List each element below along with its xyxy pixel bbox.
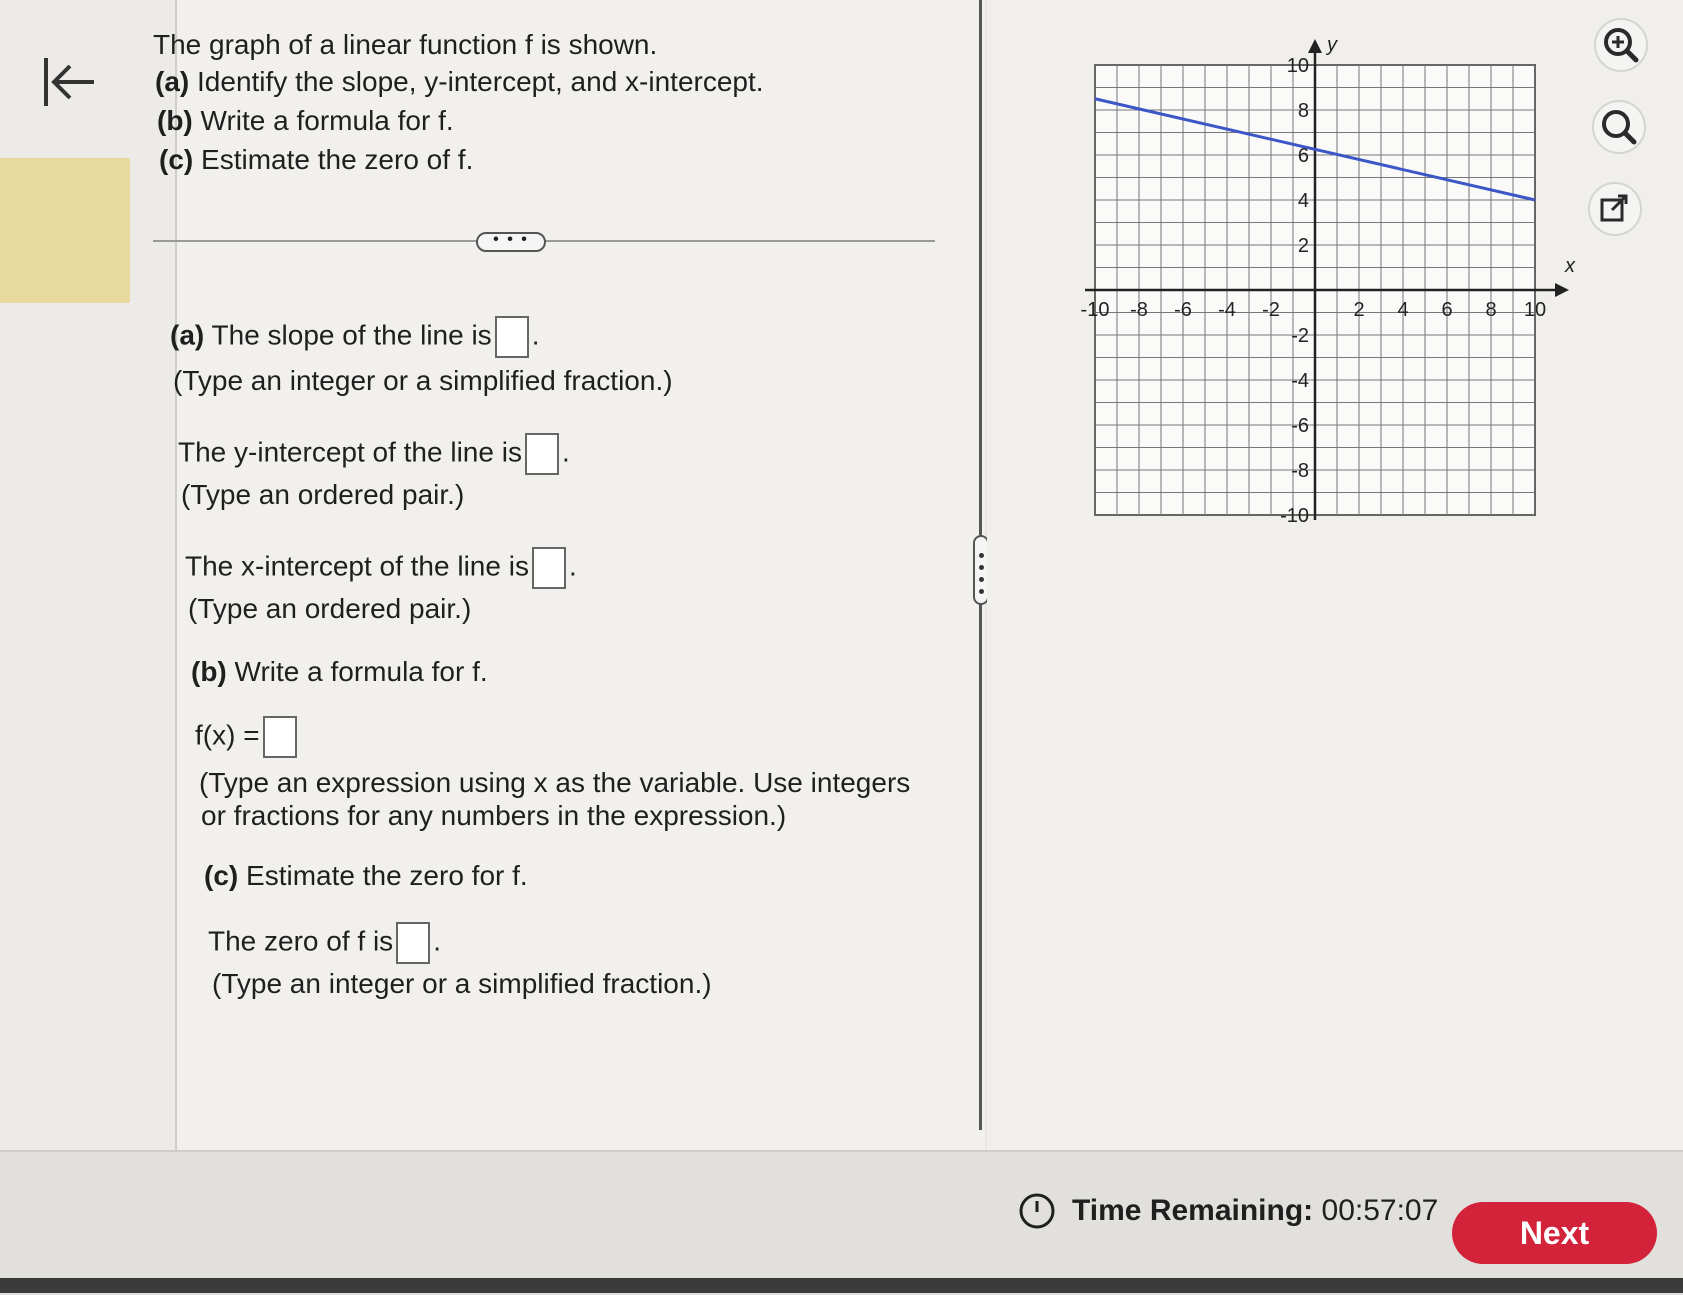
slope-row: (a) The slope of the line is . xyxy=(170,316,539,358)
y-axis-label: y xyxy=(1327,34,1337,56)
x-tick-label: -6 xyxy=(1174,299,1192,321)
popout-button[interactable] xyxy=(1588,182,1642,236)
x-tick-label: 4 xyxy=(1397,299,1409,321)
zero-hint: (Type an integer or a simplified fraction.) xyxy=(212,968,712,999)
x-axis-label: x xyxy=(1565,255,1575,277)
yint-row: The y-intercept of the line is . xyxy=(178,433,570,475)
x-tick-label: -8 xyxy=(1130,299,1148,321)
formula-hint-line1: (Type an expression using x as the variable. Use integers xyxy=(199,767,911,798)
zoom-out-button[interactable] xyxy=(1592,100,1646,154)
y-tick-label: 2 xyxy=(1297,235,1309,257)
y-tick-label: -10 xyxy=(1280,505,1309,527)
y-tick-label: 6 xyxy=(1297,145,1309,167)
question-part-c: (c) Estimate the zero of f. xyxy=(159,144,474,175)
zoom-in-button[interactable] xyxy=(1594,18,1648,72)
time-remaining: Time Remaining: 00:57:07 xyxy=(1072,1194,1439,1227)
question-marker xyxy=(0,158,130,303)
x-intercept-input[interactable] xyxy=(532,547,566,589)
question-intro: The graph of a linear function f is shown. xyxy=(153,29,658,60)
zoom-out-icon xyxy=(1594,102,1644,152)
x-tick-label: -10 xyxy=(1080,299,1110,321)
xint-row: The x-intercept of the line is . xyxy=(185,547,577,589)
slope-hint: (Type an integer or a simplified fraction.) xyxy=(173,365,673,396)
y-tick-label: 4 xyxy=(1297,190,1309,212)
part-b-heading: (b) Write a formula for f. xyxy=(191,656,488,687)
x-tick-label: 8 xyxy=(1485,299,1497,321)
y-tick-label: 10 xyxy=(1286,55,1309,77)
yint-hint: (Type an ordered pair.) xyxy=(181,479,465,510)
x-tick-label: -4 xyxy=(1218,299,1236,321)
question-part-a: (a) Identify the slope, y-intercept, and x-intercept. xyxy=(155,66,764,97)
linear-function-graph xyxy=(1065,30,1585,530)
formula-hint-line2: or fractions for any numbers in the expression.) xyxy=(201,800,787,831)
y-axis-arrow xyxy=(1308,39,1322,53)
zoom-in-icon xyxy=(1596,20,1646,70)
desk-edge xyxy=(0,1278,1683,1293)
part-c-heading: (c) Estimate the zero for f. xyxy=(204,860,528,891)
y-tick-label: 8 xyxy=(1297,100,1309,122)
x-axis-arrow xyxy=(1555,283,1569,297)
y-tick-label: -8 xyxy=(1291,460,1309,482)
x-tick-label: 6 xyxy=(1441,299,1453,321)
clock-icon xyxy=(1018,1192,1056,1230)
xint-hint: (Type an ordered pair.) xyxy=(188,593,472,624)
x-tick-label: -2 xyxy=(1262,299,1280,321)
slope-input[interactable] xyxy=(495,316,529,358)
next-button[interactable]: Next xyxy=(1452,1202,1657,1264)
timer-value: 00:57:07 xyxy=(1321,1194,1439,1227)
collapse-left-icon[interactable] xyxy=(40,52,100,112)
formula-input[interactable] xyxy=(263,716,297,758)
zero-input[interactable] xyxy=(396,922,430,964)
zero-row: The zero of f is . xyxy=(208,922,441,964)
y-tick-label: -2 xyxy=(1291,325,1309,347)
x-tick-label: 2 xyxy=(1353,299,1365,321)
x-tick-label: 10 xyxy=(1523,299,1547,321)
formula-row: f(x) = xyxy=(195,716,300,758)
y-intercept-input[interactable] xyxy=(525,433,559,475)
y-tick-label: -6 xyxy=(1291,415,1309,437)
expand-more-button[interactable]: • • • xyxy=(476,232,546,252)
y-tick-label: -4 xyxy=(1291,370,1309,392)
question-part-b: (b) Write a formula for f. xyxy=(157,105,454,136)
external-link-icon xyxy=(1590,184,1640,234)
